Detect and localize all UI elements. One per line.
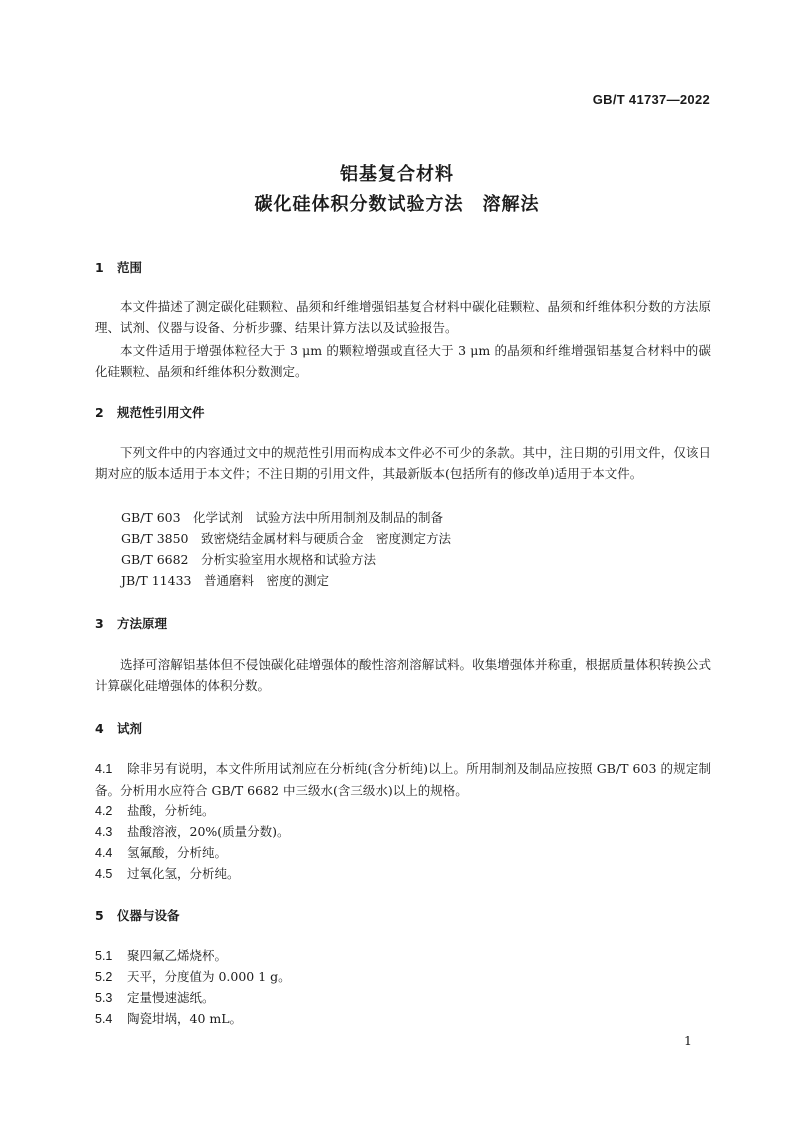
section-heading-scope (95, 258, 142, 276)
section-heading-apparatus (95, 906, 180, 924)
item-number: 4.4 (95, 846, 113, 860)
reference-item: JB/T 11433 普通磨料 密度的测定 (121, 573, 329, 588)
section-number: 1 (95, 260, 104, 275)
item-number: 5.1 (95, 949, 113, 963)
item-text: 定量慢速滤纸。 (127, 990, 215, 1005)
section-number: 2 (95, 405, 104, 420)
reagent-item (95, 821, 711, 843)
section-title: 规范性引用文件 (117, 405, 205, 420)
reference-item: GB/T 3850 致密烧结金属材料与硬质合金 密度测定方法 (121, 531, 452, 546)
item-number: 4.1 (95, 762, 113, 776)
item-number: 5.3 (95, 991, 113, 1005)
principle-paragraph: 选择可溶解铝基体但不侵蚀碳化硅增强体的酸性溶剂溶解试料。收集增强体并称重，根据质量体积转换公式计算碳化硅增强体的体积分数。 (95, 657, 711, 693)
item-text: 氢氟酸，分析纯。 (127, 845, 228, 860)
item-number: 4.2 (95, 804, 113, 818)
document-title-line1: 铝基复合材料 (340, 164, 454, 185)
section-heading-principle (95, 614, 167, 632)
scope-paragraph-1: 本文件描述了测定碳化硅颗粒、晶须和纤维增强铝基复合材料中碳化硅颗粒、晶须和纤维体积分数的方法原理、试剂、仪器与设备、分析步骤、结果计算方法以及试验报告。 (95, 299, 711, 335)
section-heading-normative-references (95, 403, 205, 421)
reagent-item (95, 758, 711, 801)
section-title: 范围 (117, 260, 143, 275)
apparatus-item (95, 987, 711, 1009)
section-number: 5 (95, 908, 104, 923)
section-title: 仪器与设备 (117, 908, 180, 923)
section-title: 方法原理 (117, 616, 168, 631)
item-text: 陶瓷坩埚，40 mL。 (127, 1011, 243, 1026)
section-number: 4 (95, 721, 104, 736)
document-title-line2: 碳化硅体积分数试验方法 溶解法 (254, 194, 540, 215)
standard-code: GB/T 41737—2022 (592, 92, 710, 107)
scope-paragraph-2: 本文件适用于增强体粒径大于 3 μm 的颗粒增强或直径大于 3 μm 的晶须和纤维增强铝基复合材料中的碳化硅颗粒、晶须和纤维体积分数测定。 (95, 343, 711, 379)
apparatus-item (95, 1008, 711, 1030)
reagent-item (95, 800, 711, 822)
reference-item: GB/T 6682 分析实验室用水规格和试验方法 (121, 552, 377, 567)
reagent-item (95, 842, 711, 864)
section-title: 试剂 (117, 721, 143, 736)
item-text: 盐酸，分析纯。 (127, 803, 215, 818)
reagent-item (95, 863, 711, 885)
page-number: 1 (684, 1033, 692, 1048)
item-number: 4.3 (95, 825, 113, 839)
apparatus-item (95, 945, 711, 967)
item-number: 5.4 (95, 1012, 113, 1026)
reference-item: GB/T 603 化学试剂 试验方法中所用制剂及制品的制备 (121, 510, 444, 525)
item-text: 聚四氟乙烯烧杯。 (127, 948, 228, 963)
references-intro-paragraph: 下列文件中的内容通过文中的规范性引用而构成本文件必不可少的条款。其中，注日期的引用文件，仅该日期对应的版本适用于本文件；不注日期的引用文件，其最新版本(包括所有的修改单)适用于本文件。 (95, 445, 711, 481)
item-text: 盐酸溶液，20%(质量分数)。 (127, 824, 290, 839)
item-text: 过氧化氢，分析纯。 (127, 866, 240, 881)
item-number: 5.2 (95, 970, 113, 984)
section-heading-reagents (95, 719, 142, 737)
apparatus-item (95, 966, 711, 988)
item-number: 4.5 (95, 867, 113, 881)
section-number: 3 (95, 616, 104, 631)
item-text: 天平，分度值为 0.000 1 g。 (127, 969, 291, 984)
item-text: 除非另有说明，本文件所用试剂应在分析纯(含分析纯)以上。所用制剂及制品应按照 GB/T 603 的规定制备。分析用水应符合 GB/T 6682 中三级水(含三级水)以上的规格。 (95, 761, 711, 798)
